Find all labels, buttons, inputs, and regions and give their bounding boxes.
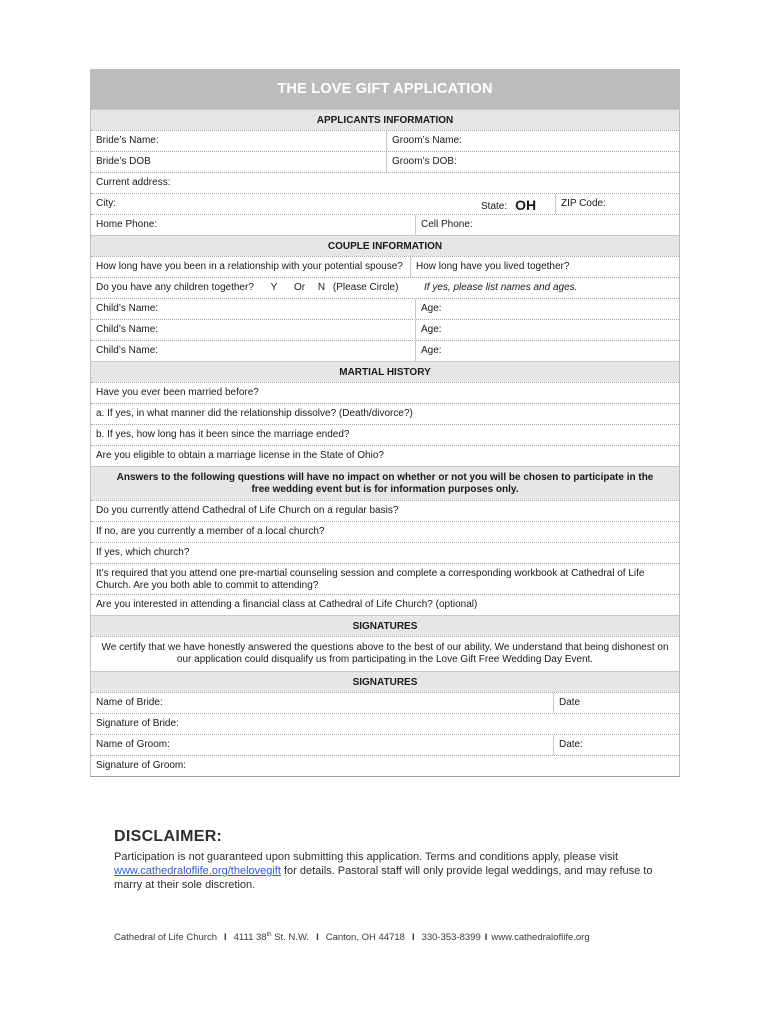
signature-of-groom-field[interactable]: Signature of Groom: — [96, 760, 187, 771]
zip-code-field[interactable]: ZIP Code: — [555, 194, 679, 214]
child-name-field[interactable]: Child’s Name: — [96, 324, 159, 335]
child-row — [91, 340, 679, 361]
how-long-row — [91, 424, 679, 445]
form-title: THE LOVE GIFT APPLICATION — [91, 70, 679, 109]
groom-name-row — [91, 734, 679, 755]
current-address-field[interactable]: Current address: — [96, 177, 171, 188]
footer-website[interactable]: www.cathedraloflife.org — [491, 932, 590, 944]
city-row — [91, 193, 679, 214]
marital-section-header: MARTIAL HISTORY — [91, 361, 679, 382]
groom-date-field[interactable]: Date: — [553, 735, 679, 755]
child-row — [91, 319, 679, 340]
grooms-name-field[interactable]: Groom’s Name: — [386, 131, 679, 151]
grooms-dob-field[interactable]: Groom’s DOB: — [386, 152, 679, 172]
footer-org: Cathedral of Life Church — [114, 932, 217, 944]
bride-date-field[interactable]: Date — [553, 693, 679, 713]
child-age-field[interactable]: Age: — [415, 299, 679, 319]
bride-name-row — [91, 692, 679, 713]
application-form — [90, 69, 680, 777]
children-row — [91, 277, 679, 298]
lived-together-field[interactable]: How long have you lived together? — [410, 257, 679, 277]
city-field[interactable]: City: — [96, 198, 116, 209]
children-no-option[interactable]: N — [317, 282, 326, 293]
footer — [114, 932, 674, 943]
married-before-row — [91, 382, 679, 403]
child-name-field[interactable]: Child’s Name: — [96, 303, 159, 314]
footer-phone: 330-353-8399 — [421, 932, 481, 944]
child-name-field[interactable]: Child’s Name: — [96, 345, 159, 356]
children-question-field[interactable] — [91, 278, 415, 298]
phone-row — [91, 214, 679, 235]
disclaimer-text-start: Participation is not guaranteed upon submitting this application. Terms and conditions apply, please visit — [114, 851, 619, 863]
children-or: Or — [293, 282, 306, 293]
footer-separator: I — [484, 932, 488, 944]
home-phone-field[interactable]: Home Phone: — [96, 219, 158, 230]
names-row — [91, 130, 679, 151]
financial-row — [91, 594, 679, 615]
married-before-field[interactable]: Have you ever been married before? — [96, 387, 259, 398]
eligible-field[interactable]: Are you eligible to obtain a marriage license in the State of Ohio? — [96, 450, 384, 461]
eligible-row — [91, 445, 679, 466]
state-field[interactable] — [476, 194, 555, 214]
financial-class-field[interactable]: Are you interested in attending a financial class at Cathedral of Life Church? (optional) — [96, 599, 478, 610]
member-row — [91, 521, 679, 542]
child-age-field[interactable]: Age: — [415, 320, 679, 340]
child-row — [91, 298, 679, 319]
love-gift-link[interactable]: www.cathedraloflife.org/thelovegift — [114, 865, 281, 877]
signature-of-bride-field[interactable]: Signature of Bride: — [96, 718, 179, 729]
footer-separator: I — [223, 932, 227, 944]
info-notice: Answers to the following questions will have no impact on whether or not you will be chosen to participate in the free wedding event but is for information purposes only. — [91, 466, 679, 500]
counseling-row — [91, 563, 679, 594]
disclaimer-text — [114, 850, 654, 892]
please-circle-note: (Please Circle) — [332, 282, 399, 293]
children-list-note: If yes, please list names and ages. — [424, 282, 578, 293]
disclaimer-text-end: for details. Pastoral staff will only provide legal weddings, and may refuse to marry at their sole discretion. — [114, 865, 653, 891]
relationship-row — [91, 256, 679, 277]
how-long-field[interactable]: b. If yes, how long has it been since the marriage ended? — [96, 429, 350, 440]
which-church-row — [91, 542, 679, 563]
brides-name-field[interactable]: Bride’s Name: — [96, 135, 159, 146]
local-church-member-field[interactable]: If no, are you currently a member of a local church? — [96, 526, 325, 537]
signatures-section-header-2: SIGNATURES — [91, 671, 679, 692]
bride-signature-row — [91, 713, 679, 734]
relationship-length-field[interactable]: How long have you been in a relationship with your potential spouse? — [96, 261, 403, 272]
applicants-section-header: APPLICANTS INFORMATION — [91, 109, 679, 130]
signatures-section-header: SIGNATURES — [91, 615, 679, 636]
address-row — [91, 172, 679, 193]
brides-dob-field[interactable]: Bride’s DOB — [96, 156, 151, 167]
footer-separator: I — [411, 932, 415, 944]
attend-church-field[interactable]: Do you currently attend Cathedral of Life Church on a regular basis? — [96, 505, 399, 516]
name-of-groom-field[interactable]: Name of Groom: — [96, 739, 170, 750]
dissolve-row — [91, 403, 679, 424]
name-of-bride-field[interactable]: Name of Bride: — [96, 697, 163, 708]
attend-row — [91, 500, 679, 521]
groom-signature-row — [91, 755, 679, 776]
disclaimer — [114, 828, 654, 892]
certification-statement: We certify that we have honestly answered the questions above to the best of our ability. We understand that being dishonest on our application could disqualify us from participating in the Love Gift Free Wedding Day Event. — [91, 636, 679, 671]
footer-address-street: St. N.W. — [271, 932, 310, 944]
dob-row — [91, 151, 679, 172]
counseling-commit-field[interactable]: It’s required that you attend one pre-martial counseling session and complete a corresponding workbook at Cathedral of Life Church. Are you both able to commit to attending? — [96, 568, 645, 591]
footer-address-number: 4111 38 — [233, 932, 267, 944]
child-age-field[interactable]: Age: — [415, 341, 679, 361]
disclaimer-title: DISCLAIMER: — [114, 828, 223, 845]
footer-address-suffix: th — [266, 932, 272, 938]
dissolve-field[interactable]: a. If yes, in what manner did the relationship dissolve? (Death/divorce?) — [96, 408, 413, 419]
state-value: OH — [515, 197, 537, 213]
couple-section-header: COUPLE INFORMATION — [91, 235, 679, 256]
which-church-field[interactable]: If yes, which church? — [96, 547, 190, 558]
cell-phone-field[interactable]: Cell Phone: — [415, 215, 679, 235]
footer-city: Canton, OH 44718 — [325, 932, 405, 944]
children-yes-option[interactable]: Y — [270, 282, 278, 293]
children-question: Do you have any children together? — [96, 282, 254, 293]
footer-separator: I — [316, 932, 319, 944]
state-label: State: — [481, 201, 508, 212]
